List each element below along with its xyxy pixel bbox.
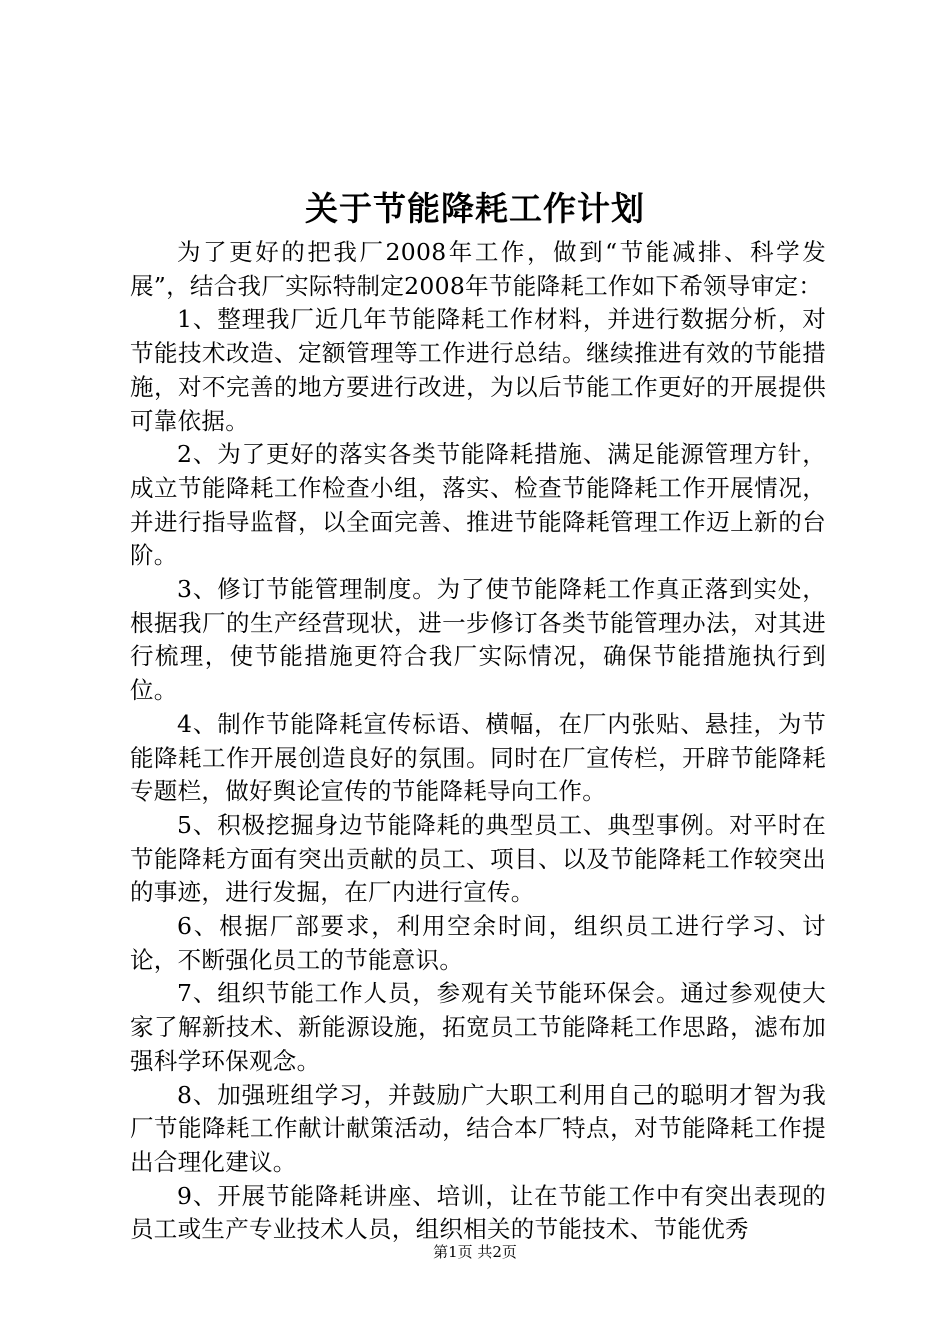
page-number-footer: 第1页 共2页 [433,1243,517,1261]
paragraph-item-4: 4、制作节能降耗宣传标语、横幅，在厂内张贴、悬挂，为节能降耗工作开展创造良好的氛围。同时在厂宣传栏，开辟节能降耗专题栏，做好舆论宣传的节能降耗导向工作。 [130,709,826,806]
paragraph-intro: 为了更好的把我厂2008年工作，做到“节能减排、科学发展”，结合我厂实际特制定2008年节能降耗工作如下希领导审定： [130,238,826,300]
document-body [130,236,826,1247]
paragraph-item-7: 7、组织节能工作人员，参观有关节能环保会。通过参观使大家了解新技术、新能源设施，拓宽员工节能降耗工作思路，滤布加强科学环保观念。 [130,979,826,1075]
document-title: 关于节能降耗工作计划 [305,189,645,228]
paragraph-item-3: 3、修订节能管理制度。为了使节能降耗工作真正落到实处，根据我厂的生产经营现状，进一步修订各类节能管理办法，对其进行梳理，使节能措施更符合我厂实际情况，确保节能措施执行到位。 [130,575,826,705]
paragraph-item-2: 2、为了更好的落实各类节能降耗措施、满足能源管理方针，成立节能降耗工作检查小组，落实、检查节能降耗工作开展情况，并进行指导监督，以全面完善、推进节能降耗管理工作迈上新的台阶。 [130,440,826,570]
paragraph-item-6: 6、根据厂部要求，利用空余时间，组织员工进行学习、讨论，不断强化员工的节能意识。 [130,912,826,974]
paragraph-item-5: 5、积极挖掘身边节能降耗的典型员工、典型事例。对平时在节能降耗方面有突出贡献的员工、项目、以及节能降耗工作较突出的事迹，进行发掘，在厂内进行宣传。 [130,810,826,907]
paragraph-item-1: 1、整理我厂近几年节能降耗工作材料，并进行数据分析，对节能技术改造、定额管理等工作进行总结。继续推进有效的节能措施，对不完善的地方要进行改进，为以后节能工作更好的开展提供可靠依据。 [130,305,826,435]
paragraph-item-8: 8、加强班组学习，并鼓励广大职工利用自己的聪明才智为我厂节能降耗工作献计献策活动，结合本厂特点，对节能降耗工作提出合理化建议。 [130,1080,826,1176]
paragraph-item-9: 9、开展节能降耗讲座、培训，让在节能工作中有突出表现的员工或生产专业技术人员，组织相关的节能技术、节能优秀 [130,1181,826,1244]
